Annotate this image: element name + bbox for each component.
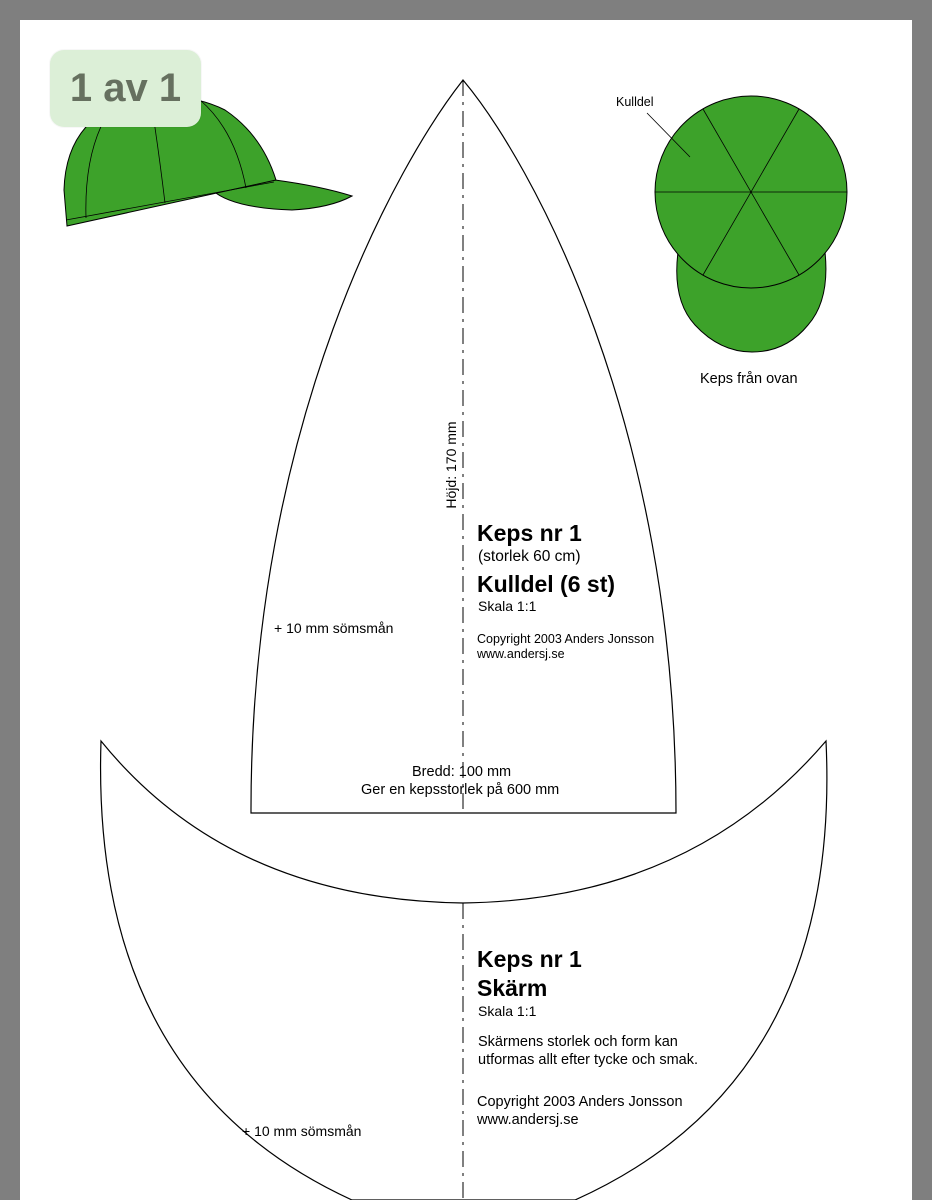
crown-website: www.andersj.se	[477, 647, 565, 661]
crown-seam-allowance: + 10 mm sömsmån	[274, 620, 394, 636]
crown-piece-title: Keps nr 1	[477, 520, 582, 546]
cap-top-view-illustration	[647, 96, 847, 352]
brim-copyright: Copyright 2003 Anders Jonsson	[477, 1094, 683, 1110]
crown-width-label: Bredd: 100 mm	[412, 764, 512, 780]
brim-seam-allowance: + 10 mm sömsmån	[242, 1123, 362, 1139]
crown-height-label: Höjd: 170 mm	[443, 421, 459, 509]
crown-size-note: (storlek 60 cm)	[478, 548, 581, 565]
brim-description-line1: Skärmens storlek och form kan	[478, 1034, 678, 1050]
brim-piece-subtitle: Skärm	[477, 975, 548, 1001]
kulldel-callout-label: Kulldel	[616, 95, 654, 109]
brim-piece-title: Keps nr 1	[477, 946, 582, 972]
crown-width-note: Ger en kepsstorlek på 600 mm	[361, 782, 560, 798]
top-view-caption: Keps från ovan	[700, 371, 798, 387]
brim-scale: Skala 1:1	[478, 1003, 537, 1019]
crown-piece-subtitle: Kulldel (6 st)	[477, 571, 616, 597]
page-indicator-badge[interactable]: 1 av 1	[50, 50, 201, 127]
crown-scale: Skala 1:1	[478, 598, 537, 614]
crown-copyright: Copyright 2003 Anders Jonsson	[477, 632, 655, 646]
brim-piece-outline	[101, 741, 827, 1200]
brim-website: www.andersj.se	[477, 1112, 579, 1128]
brim-description-line2: utformas allt efter tycke och smak.	[478, 1052, 698, 1068]
